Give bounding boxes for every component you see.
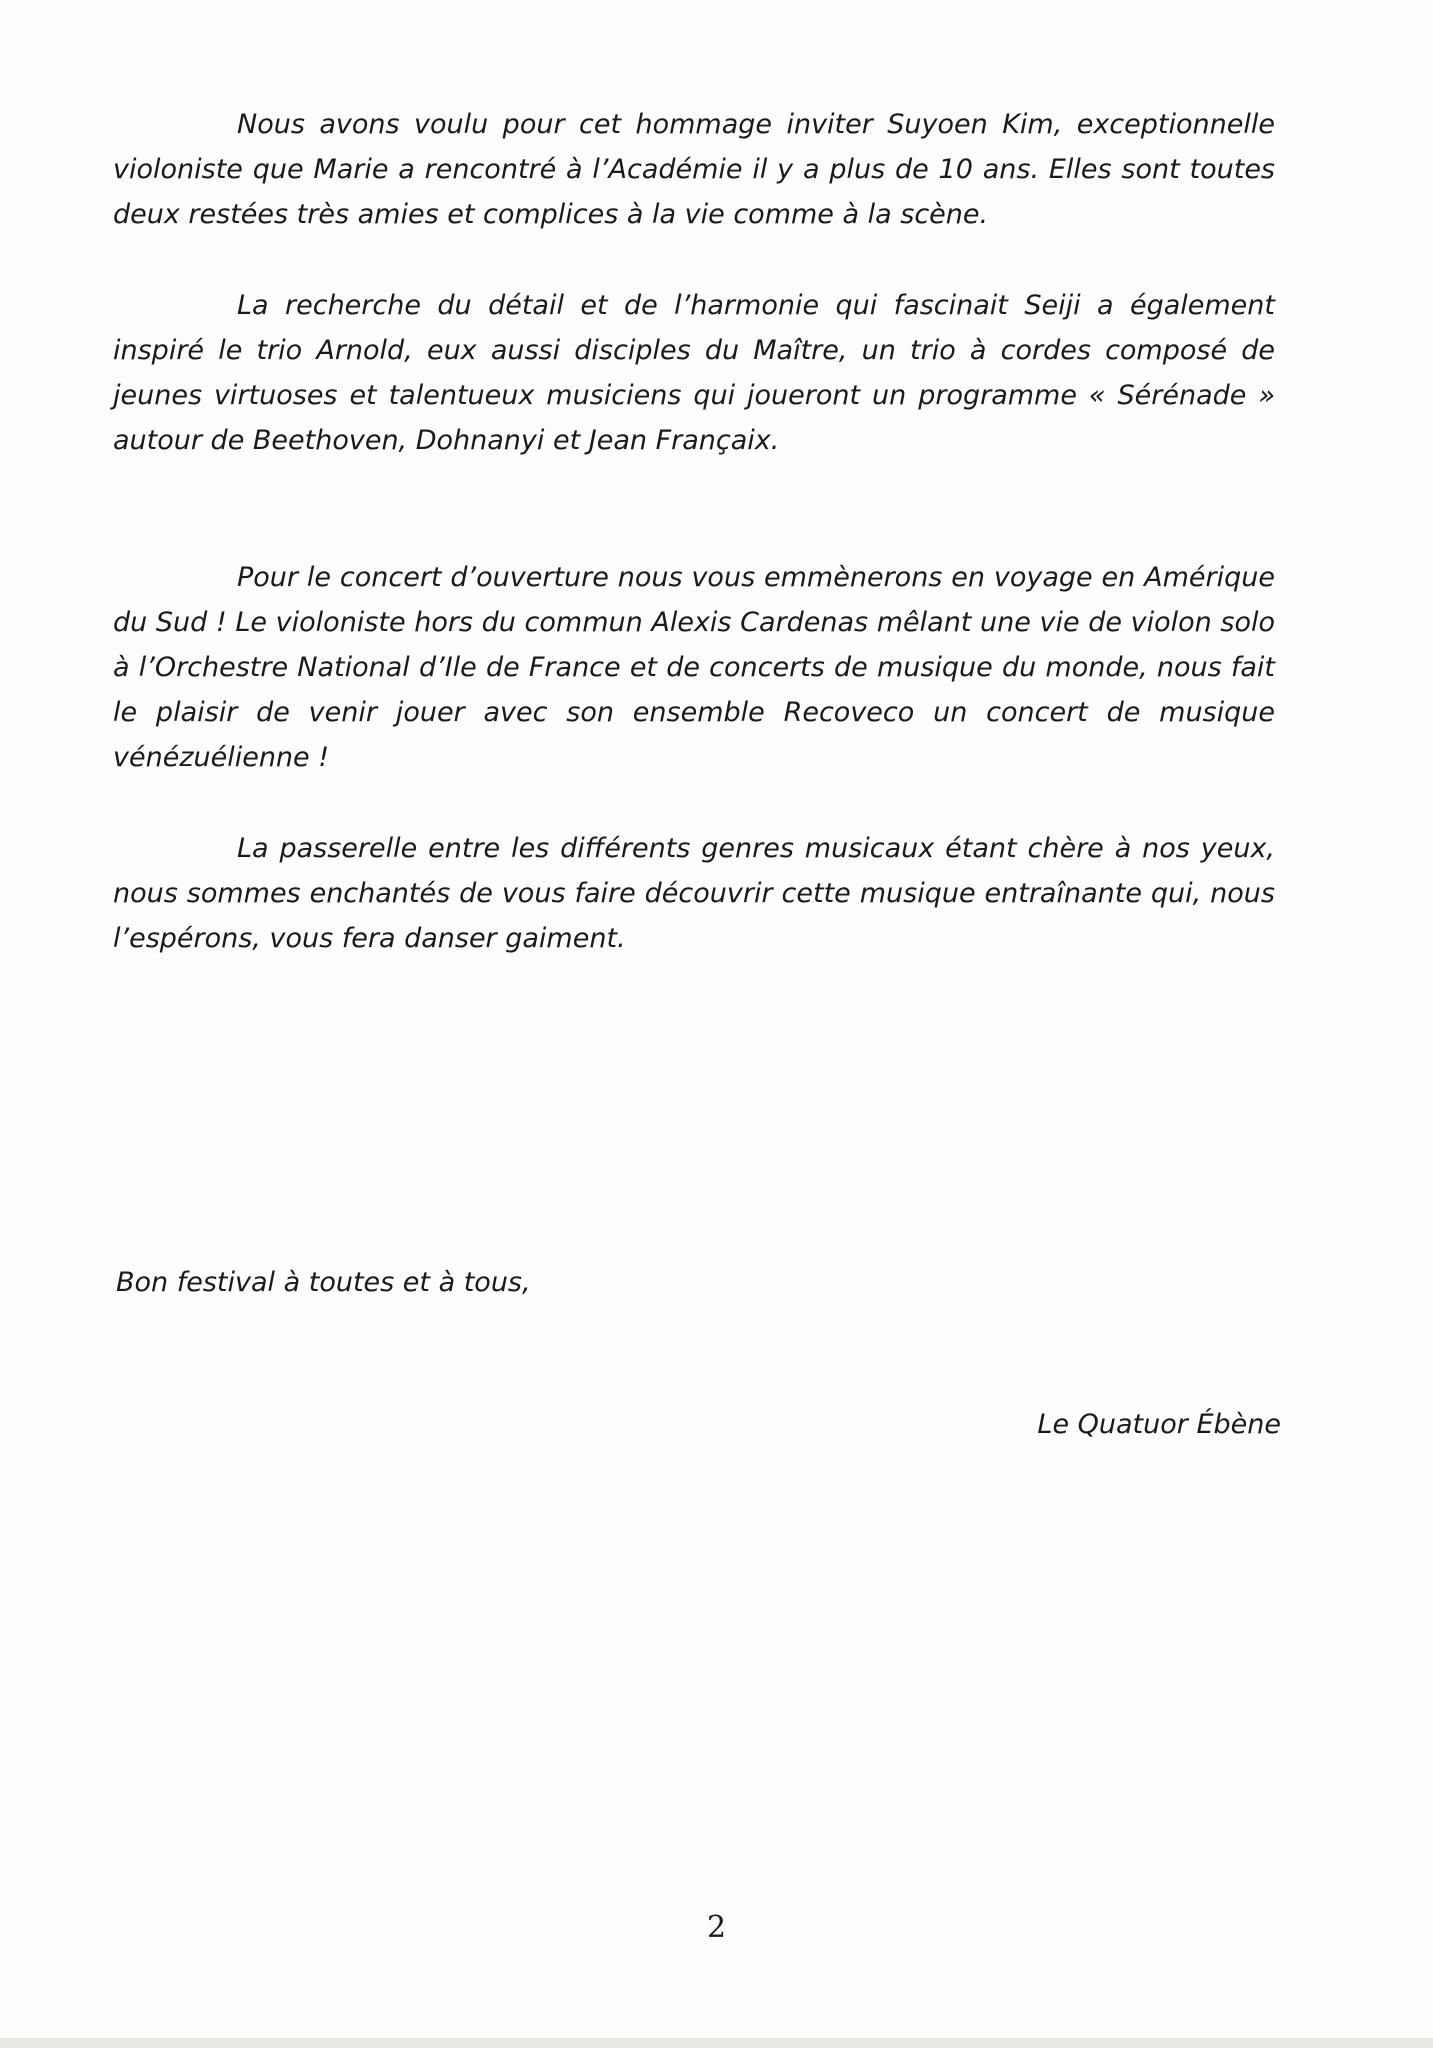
page-bottom-edge <box>0 2038 1433 2048</box>
paragraph-gap <box>113 780 1275 826</box>
paragraph-suyoen-kim: Nous avons voulu pour cet hommage inviter Suyoen Kim, exceptionnelle violoniste que Marie a rencontré à l’Académie il y a plus de 10 ans. Elles sont toutes deux restées très amies et complices à la vie comme à la scène. <box>113 109 1275 230</box>
paragraph-musical-genres: La passerelle entre les différents genres musicaux étant chère à nos yeux, nous sommes enchantés de vous faire découvrir cette musique entraînante qui, nous l’espérons, vous fera danser gaiment. <box>113 833 1275 954</box>
paragraph-trio-arnold: La recherche du détail et de l’harmonie qui fascinait Seiji a également inspiré le trio Arnold, eux aussi disciples du Maître, un trio à cordes composé de jeunes virtuoses et talentueux musiciens qui joueront un programme « Sérénade » autour de Beethoven, Dohnanyi et Jean Françaix. <box>113 290 1275 456</box>
letter-body <box>113 102 1275 961</box>
signature: Le Quatuor Ébène <box>1037 1409 1281 1440</box>
paragraph-opening-concert: Pour le concert d’ouverture nous vous emmènerons en voyage en Amérique du Sud ! Le violoniste hors du commun Alexis Cardenas mêlant une vie de violon solo à l’Orchestre National d’Ile de France et de concerts de musique du monde, nous fait le plaisir de venir jouer avec son ensemble Recoveco un concert de musique vénézuélienne ! <box>113 562 1275 773</box>
page-number: 2 <box>706 1910 727 1945</box>
paragraph-gap <box>113 463 1275 555</box>
paragraph-gap <box>113 237 1275 283</box>
closing-line: Bon festival à toutes et à tous, <box>116 1267 531 1298</box>
